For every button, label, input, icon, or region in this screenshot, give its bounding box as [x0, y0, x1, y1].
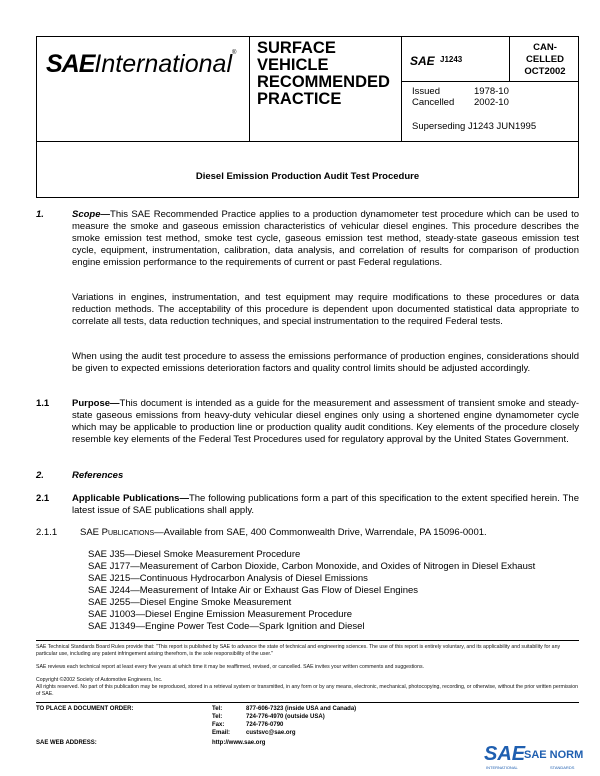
footer-copyright: Copyright ©2002 Society of Automotive Engineers, Inc. [36, 677, 163, 683]
footer-review: SAE reviews each technical report at least every five years at which time it may be reaffirmed, revised, or cancelled. SAE invites your written comments and suggestions. [36, 664, 424, 670]
sae-norm-seal [484, 743, 594, 773]
scope-paragraph-2: Variations in engines, instrumentation, and test equipment may require modifications to these procedures or data reduction methods. The acceptability of this procedure is dependent upon documented statistical data appropriate to correlate all tests, data reduction techniques, and special instrumentation to the required Federal tests. [72, 292, 579, 327]
footer-rule [36, 640, 579, 641]
section-number: 2.1.1 [36, 527, 58, 538]
email-link[interactable]: custsvc@sae.org [246, 730, 296, 736]
fax-label: Fax: [212, 722, 225, 728]
email-label: Email: [212, 730, 231, 736]
publications-text: The following publications form a part of this specification to the extent specified herein. The latest issue of SAE publications shall apply. [72, 493, 579, 516]
section-heading: Applicable Publications— [72, 493, 189, 504]
fax-value: 724-776-0790 [246, 722, 284, 728]
web-label: SAE WEB ADDRESS: [36, 740, 97, 746]
seal-norm: SAE NORM [524, 749, 584, 761]
seal-standards: STANDARDS [550, 765, 575, 770]
publications-paragraph [72, 493, 579, 517]
scope-paragraph-3: When using the audit test procedure to assess the emissions performance of production engines, considerations should be given to expected emissions deterioration factors and quality control limits should be adjusted accordingly. [72, 351, 579, 374]
header-divider [249, 37, 250, 141]
header-divider [401, 37, 402, 141]
web-link[interactable]: http://www.sae.org [212, 740, 266, 746]
footer-rule [36, 702, 579, 703]
issued-value: 1978-10 [474, 86, 509, 97]
seal-international: INTERNATIONAL [486, 765, 518, 770]
section-number: 1. [36, 209, 44, 220]
logo-international: International [94, 50, 233, 78]
superseding: Superseding J1243 JUN1995 [412, 121, 537, 132]
tel-value: 877-606-7323 (inside USA and Canada) [246, 706, 357, 712]
status-badge: CAN- CELLED OCT2002 [524, 42, 566, 77]
tel-value: 724-776-4970 (outside USA) [246, 714, 325, 720]
logo-sae: SAE [46, 50, 95, 78]
header-divider [401, 81, 578, 82]
issued-label: Issued [412, 86, 440, 97]
document-number: J1243 [440, 55, 463, 64]
section-number: 1.1 [36, 398, 50, 409]
footer-rights: All rights reserved. No part of this publication may be reproduced, stored in a retrieval system or transmitted, in any form or by any means, electronic, mechanical, photocopying, recording, or otherwise, without the prior written permission of SAE. [36, 684, 579, 697]
cancelled-value: 2002-10 [474, 97, 509, 108]
sae-publications-text: —Available from SAE, 400 Commonwealth Drive, Warrendale, PA 15096-0001. [154, 527, 487, 538]
cancelled-label: Cancelled [412, 97, 455, 108]
purpose-paragraph [72, 398, 579, 446]
section-heading: References [72, 470, 124, 481]
section-number: 2. [36, 470, 44, 481]
section-heading: SAE Publications [80, 527, 155, 538]
document-type: SURFACE VEHICLE RECOMMENDED PRACTICE [257, 39, 390, 108]
sae-mark: SAE [410, 54, 435, 68]
sae-publications-line [80, 527, 580, 539]
order-label: TO PLACE A DOCUMENT ORDER: [36, 706, 134, 712]
tel-label: Tel: [212, 714, 223, 720]
list-item: SAE J35—Diesel Smoke Measurement Procedure [88, 549, 301, 560]
tel-label: Tel: [212, 706, 223, 712]
section-heading: Scope— [72, 209, 111, 220]
scope-paragraph [72, 209, 579, 269]
list-item: SAE J215—Continuous Hydrocarbon Analysis of Diesel Emissions [88, 573, 368, 584]
document-title: Diesel Emission Production Audit Test Procedure [195, 171, 420, 182]
section-number: 2.1 [36, 493, 50, 504]
list-item: SAE J244—Measurement of Intake Air or Exhaust Gas Flow of Diesel Engines [88, 585, 419, 596]
seal-sae: SAE [484, 743, 526, 765]
list-item: SAE J1349—Engine Power Test Code—Spark Ignition and Diesel [88, 621, 365, 632]
list-item: SAE J1003—Diesel Engine Emission Measurement Procedure [88, 609, 353, 620]
footer-rules: SAE Technical Standards Board Rules provide that: "This report is published by SAE to advance the state of technical and engineering sciences. The use of this report is entirely voluntary, and its applicability and suitability for any particular use, including any patent infringement arising therefrom, is the sole responsibility of the user." [36, 644, 561, 657]
purpose-text: This document is intended as a guide for the measurement and assessment of transient smoke and steady-state gaseous emissions from heavy-duty vehicular diesel engines only using a shortened engine dynamometer cycle which may be applicable to production line or production quality audit conditions. Key elements of the procedure closely resemble key elements of the Federal Test Procedures used for regulatory approval by the United States Government. [72, 398, 579, 445]
section-heading: Purpose— [72, 398, 120, 409]
title-box [36, 142, 579, 198]
references-list [88, 549, 535, 633]
scope-text: This SAE Recommended Practice applies to a production dynamometer test procedure which can be used to measure the smoke and gaseous emission characteristics of vehicular diesel engines. This procedure describes the smoke emission test method, smoke test cycle, gaseous emission test method, steady-state gaseous emission test cycle, equipment, instrumentation, calibration, data analysis, and correlation of results for comparison of production engine emission performance to the requirements of current or past Federal regulations. [72, 209, 579, 268]
list-item: SAE J255—Diesel Engine Smoke Measurement [88, 597, 292, 608]
list-item: SAE J177—Measurement of Carbon Dioxide, Carbon Monoxide, and Oxides of Nitrogen in Diesel Exhaust [88, 561, 536, 572]
sae-logo [46, 50, 236, 79]
logo-tm: ® [232, 50, 237, 56]
